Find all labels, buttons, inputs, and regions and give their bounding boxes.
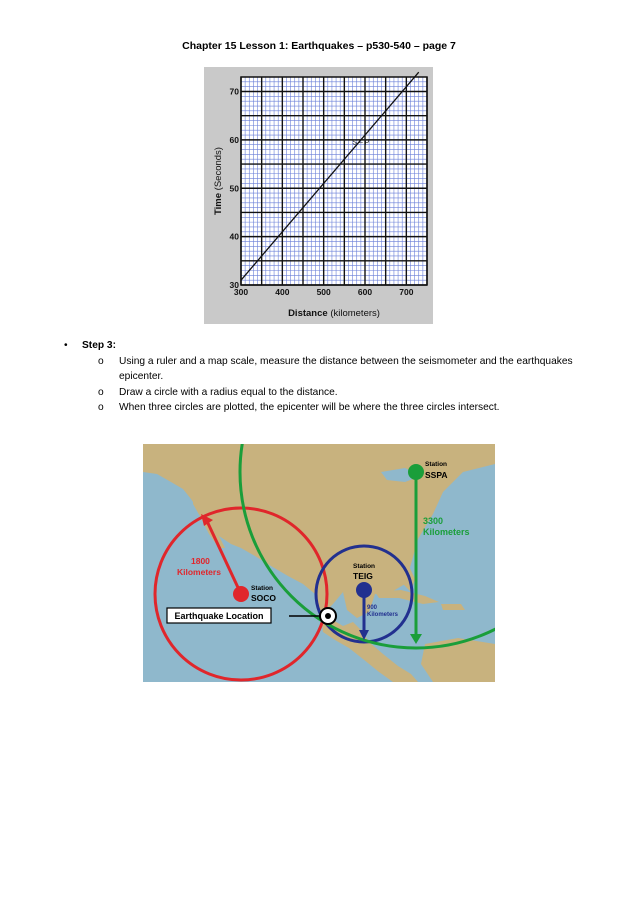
x-tick-label: 600 (357, 287, 373, 297)
plot-area (241, 77, 427, 285)
teig-distance-value: 900 (367, 605, 378, 611)
step-item (64, 400, 604, 416)
y-tick-label: 70 (229, 86, 239, 97)
epicenter-dot (325, 613, 331, 619)
y-tick-label: 50 (229, 183, 239, 194)
sp-graph-svg (204, 67, 433, 324)
y-axis-label-unit: (Seconds) (213, 147, 224, 191)
step-3-label: Step 3: (82, 340, 116, 351)
x-axis-label-unit: (kilometers) (330, 308, 380, 319)
x-axis-label-bold: Distance (288, 308, 331, 319)
south-america-landmass (421, 638, 495, 682)
sp-graph (204, 67, 433, 324)
step-item (64, 385, 604, 401)
station-soco-label: Station (251, 585, 274, 592)
y-axis-label (213, 147, 224, 215)
series-annotation: S – P (352, 139, 370, 147)
station-ssp-name: SSPA (425, 470, 448, 480)
station-teig-name: TEIG (353, 571, 373, 581)
step-3-heading (64, 338, 604, 354)
epicenter-map-svg (143, 444, 495, 682)
step-item-text: Draw a circle with a radius equal to the distance. (119, 386, 338, 398)
teig-distance-unit: Kilometers (367, 612, 399, 618)
x-tick-label: 500 (316, 287, 331, 297)
y-tick-label: 60 (229, 134, 239, 145)
station-teig-label: Station (353, 563, 376, 570)
y-axis-label-bold: Time (213, 190, 224, 215)
epicenter-map (143, 444, 495, 682)
station-teig-marker (356, 582, 372, 598)
hispaniola-island (441, 604, 465, 610)
station-ssp-marker (408, 464, 424, 480)
bullet-icon: • (64, 340, 68, 351)
soco-distance-value: 1800 (191, 556, 210, 566)
y-tick-label: 30 (229, 280, 239, 290)
station-soco-name: SOCO (251, 593, 277, 603)
step-item (64, 354, 604, 385)
step-3-section (64, 338, 604, 416)
y-tick-label: 40 (229, 231, 239, 242)
x-axis-label (288, 308, 380, 319)
list-marker: o (98, 355, 104, 367)
list-marker: o (98, 402, 104, 413)
page-title: Chapter 15 Lesson 1: Earthquakes – p530-540 – page 7 (182, 40, 456, 52)
earthquake-location-label: Earthquake Location (174, 611, 264, 621)
soco-distance-unit: Kilometers (177, 567, 221, 577)
x-tick-label: 700 (399, 287, 414, 297)
step-item-text: When three circles are plotted, the epicenter will be where the three circles intersect. (119, 402, 500, 413)
x-tick-label: 400 (275, 287, 290, 297)
station-soco-marker (233, 586, 249, 602)
ssp-distance-unit: Kilometers (423, 527, 470, 537)
x-tick-label: 300 (233, 287, 249, 297)
station-ssp-label: Station (425, 461, 448, 468)
step-item-text: Using a ruler and a map scale, measure the distance between the seismometer and the earthquakes epicenter. (119, 355, 573, 382)
list-marker: o (98, 386, 104, 398)
ssp-distance-value: 3300 (423, 516, 444, 526)
